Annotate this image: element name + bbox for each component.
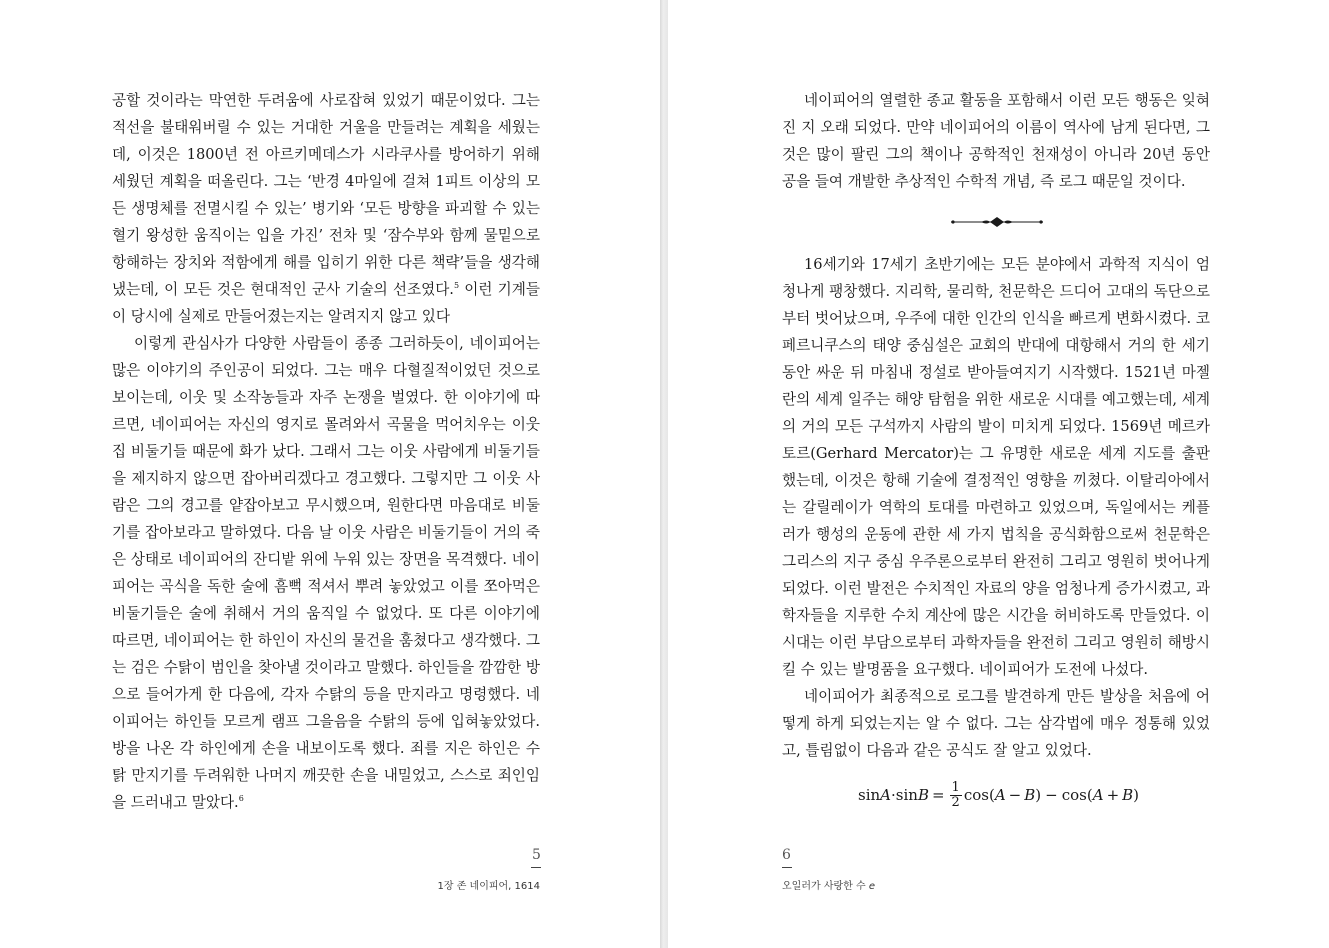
paragraph: 네이피어의 열렬한 종교 활동을 포함해서 이런 모든 행동은 잊혀진 지 오래 되었다. 만약 네이피어의 이름이 역사에 남게 된다면, 그것은 많이 팔린 그의 책이나 공학적인 천재성이 아니라 20년 동안 공을 들여 개발한 추상적인 수학적 개념, 즉 로그 때문일 것이다.	[782, 92, 1210, 190]
page-number-rule	[782, 867, 792, 868]
left-page-body	[112, 87, 540, 816]
page-number: 5	[532, 847, 541, 863]
paragraph: 공할 것이라는 막연한 두려움에 사로잡혀 있었기 때문이었다. 그는 적선을 불태워버릴 수 있는 거대한 거울을 만들려는 계획을 세웠는데, 이것은 1800년 전 아르키메데스가 시라쿠사를 방어하기 위해 세웠던 계획을 떠올린다. 그는 ‘반경 4마일에 걸쳐 1피트 이상의 모든 생명체를 전멸시킬 수 있는’ 병기와 ‘모든 방향을 파괴할 수 있는 혈기 왕성한 움직이는 입을 가진’ 전차 및 ‘잠수부와 함께 물밑으로 항해하는 장치와 적함에게 해를 입히기 위한 다른 책략’들을 생각해냈는데, 이 모든 것은 현대적인 군사 기술의 선조였다.$^5$ 이런 기계들이 당시에 실제로 만들어졌는지는 알려지지 않고 있다	[112, 92, 540, 325]
footnote-marker[interactable]: 5	[453, 281, 460, 291]
running-head: 1장 존 네이피어, 1614	[437, 881, 540, 892]
right-page-body-bottom	[782, 251, 1210, 764]
fraction-one-half: $\frac{1}{2}$	[951, 779, 960, 810]
page-number: 6	[782, 847, 791, 863]
section-divider-ornament-icon	[951, 214, 1043, 230]
paragraph: 네이피어가 최종적으로 로그를 발견하게 만든 발상을 처음에 어떻게 하게 되었는지는 알 수 없다. 그는 삼각법에 매우 정통해 있었고, 틀림없이 다음과 같은 공식도 잘 알고 있었다.	[782, 688, 1210, 759]
paragraph: 16세기와 17세기 초반기에는 모든 분야에서 과학적 지식이 엄청나게 팽창했다. 지리학, 물리학, 천문학은 드디어 고대의 독단으로부터 벗어났으며, 우주에 대한 인간의 인식을 빠르게 변화시켰다. 코페르니쿠스의 태양 중심설은 교회의 반대에 대항해서 거의 한 세기 동안 싸운 뒤 마침내 정설로 받아들여지기 시작했다. 1521년 마젤란의 세계 일주는 해양 탐험을 위한 새로운 시대를 예고했는데, 세계의 거의 모든 구석까지 사람의 발이 미치게 되었다. 1569년 메르카토르(Gerhard Mercator)는 그 유명한 새로운 세계 지도를 출판했는데, 이것은 항해 기술에 결정적인 영향을 끼쳤다. 이탈리아에서는 갈릴레이가 역학의 토대를 마련하고 있었으며, 독일에서는 케플러가 행성의 운동에 관한 세 가지 법칙을 공식화함으로써 천문학은 그리스의 지구 중심 우주론으로부터 완전히 그리고 영원히 벗어나게 되었다. 이런 발전은 수치적인 자료의 양을 엄청나게 증가시켰고, 과학자들을 지루한 수치 계산에 많은 시간을 허비하도록 만들었다. 이 시대는 이런 부담으로부터 과학자들을 완전히 그리고 영원히 해방시킬 수 있는 발명품을 요구했다. 네이피어가 도전에 나섰다.	[782, 256, 1210, 678]
running-head: 오일러가 사랑한 수 e	[782, 881, 875, 892]
trig-product-formula: sin A · sin B = $\frac{1}{2}$ cos ( A − B ) − cos ( A + B )	[858, 779, 1140, 810]
right-page	[668, 0, 1329, 948]
footnote-marker[interactable]: 6	[238, 794, 244, 804]
page-number-rule	[531, 867, 541, 868]
book-gutter	[660, 0, 668, 948]
right-page-body-top	[782, 87, 1210, 195]
left-page	[0, 0, 660, 948]
paragraph: 이렇게 관심사가 다양한 사람들이 종종 그러하듯이, 네이피어는 많은 이야기의 주인공이 되었다. 그는 매우 다혈질적이었던 것으로 보이는데, 이웃 및 소작농들과 자주 논쟁을 벌였다. 한 이야기에 따르면, 네이피어는 자신의 영지로 몰려와서 곡물을 먹어치우는 이웃집 비둘기들 때문에 화가 났다. 그래서 그는 이웃 사람에게 비둘기들을 제지하지 않으면 잡아버리겠다고 경고했다. 그렇지만 그 이웃 사람은 그의 경고를 얕잡아보고 무시했으며, 원한다면 마음대로 비둘기를 잡아보라고 말하였다. 다음 날 이웃 사람은 비둘기들이 거의 죽은 상태로 네이피어의 잔디밭 위에 누워 있는 장면을 목격했다. 네이피어는 곡식을 독한 술에 흠뻑 적셔서 뿌려 놓았었고 이를 쪼아먹은 비둘기들은 술에 취해서 거의 움직일 수 없었다. 또 다른 이야기에 따르면, 네이피어는 한 하인이 자신의 물건을 훔쳤다고 생각했다. 그는 검은 수탉이 범인을 찾아낼 것이라고 말했다. 하인들을 깜깜한 방으로 들어가게 한 다음에, 각자 수탉의 등을 만지라고 명령했다. 네이피어는 하인들 모르게 램프 그을음을 수탉의 등에 입혀놓았었다. 방을 나온 각 하인에게 손을 내보이도록 했다. 죄를 지은 하인은 수탉 만지기를 두려워한 나머지 깨끗한 손을 내밀었고, 스스로 죄인임을 드러내고 말았다.$^6$	[112, 335, 540, 811]
